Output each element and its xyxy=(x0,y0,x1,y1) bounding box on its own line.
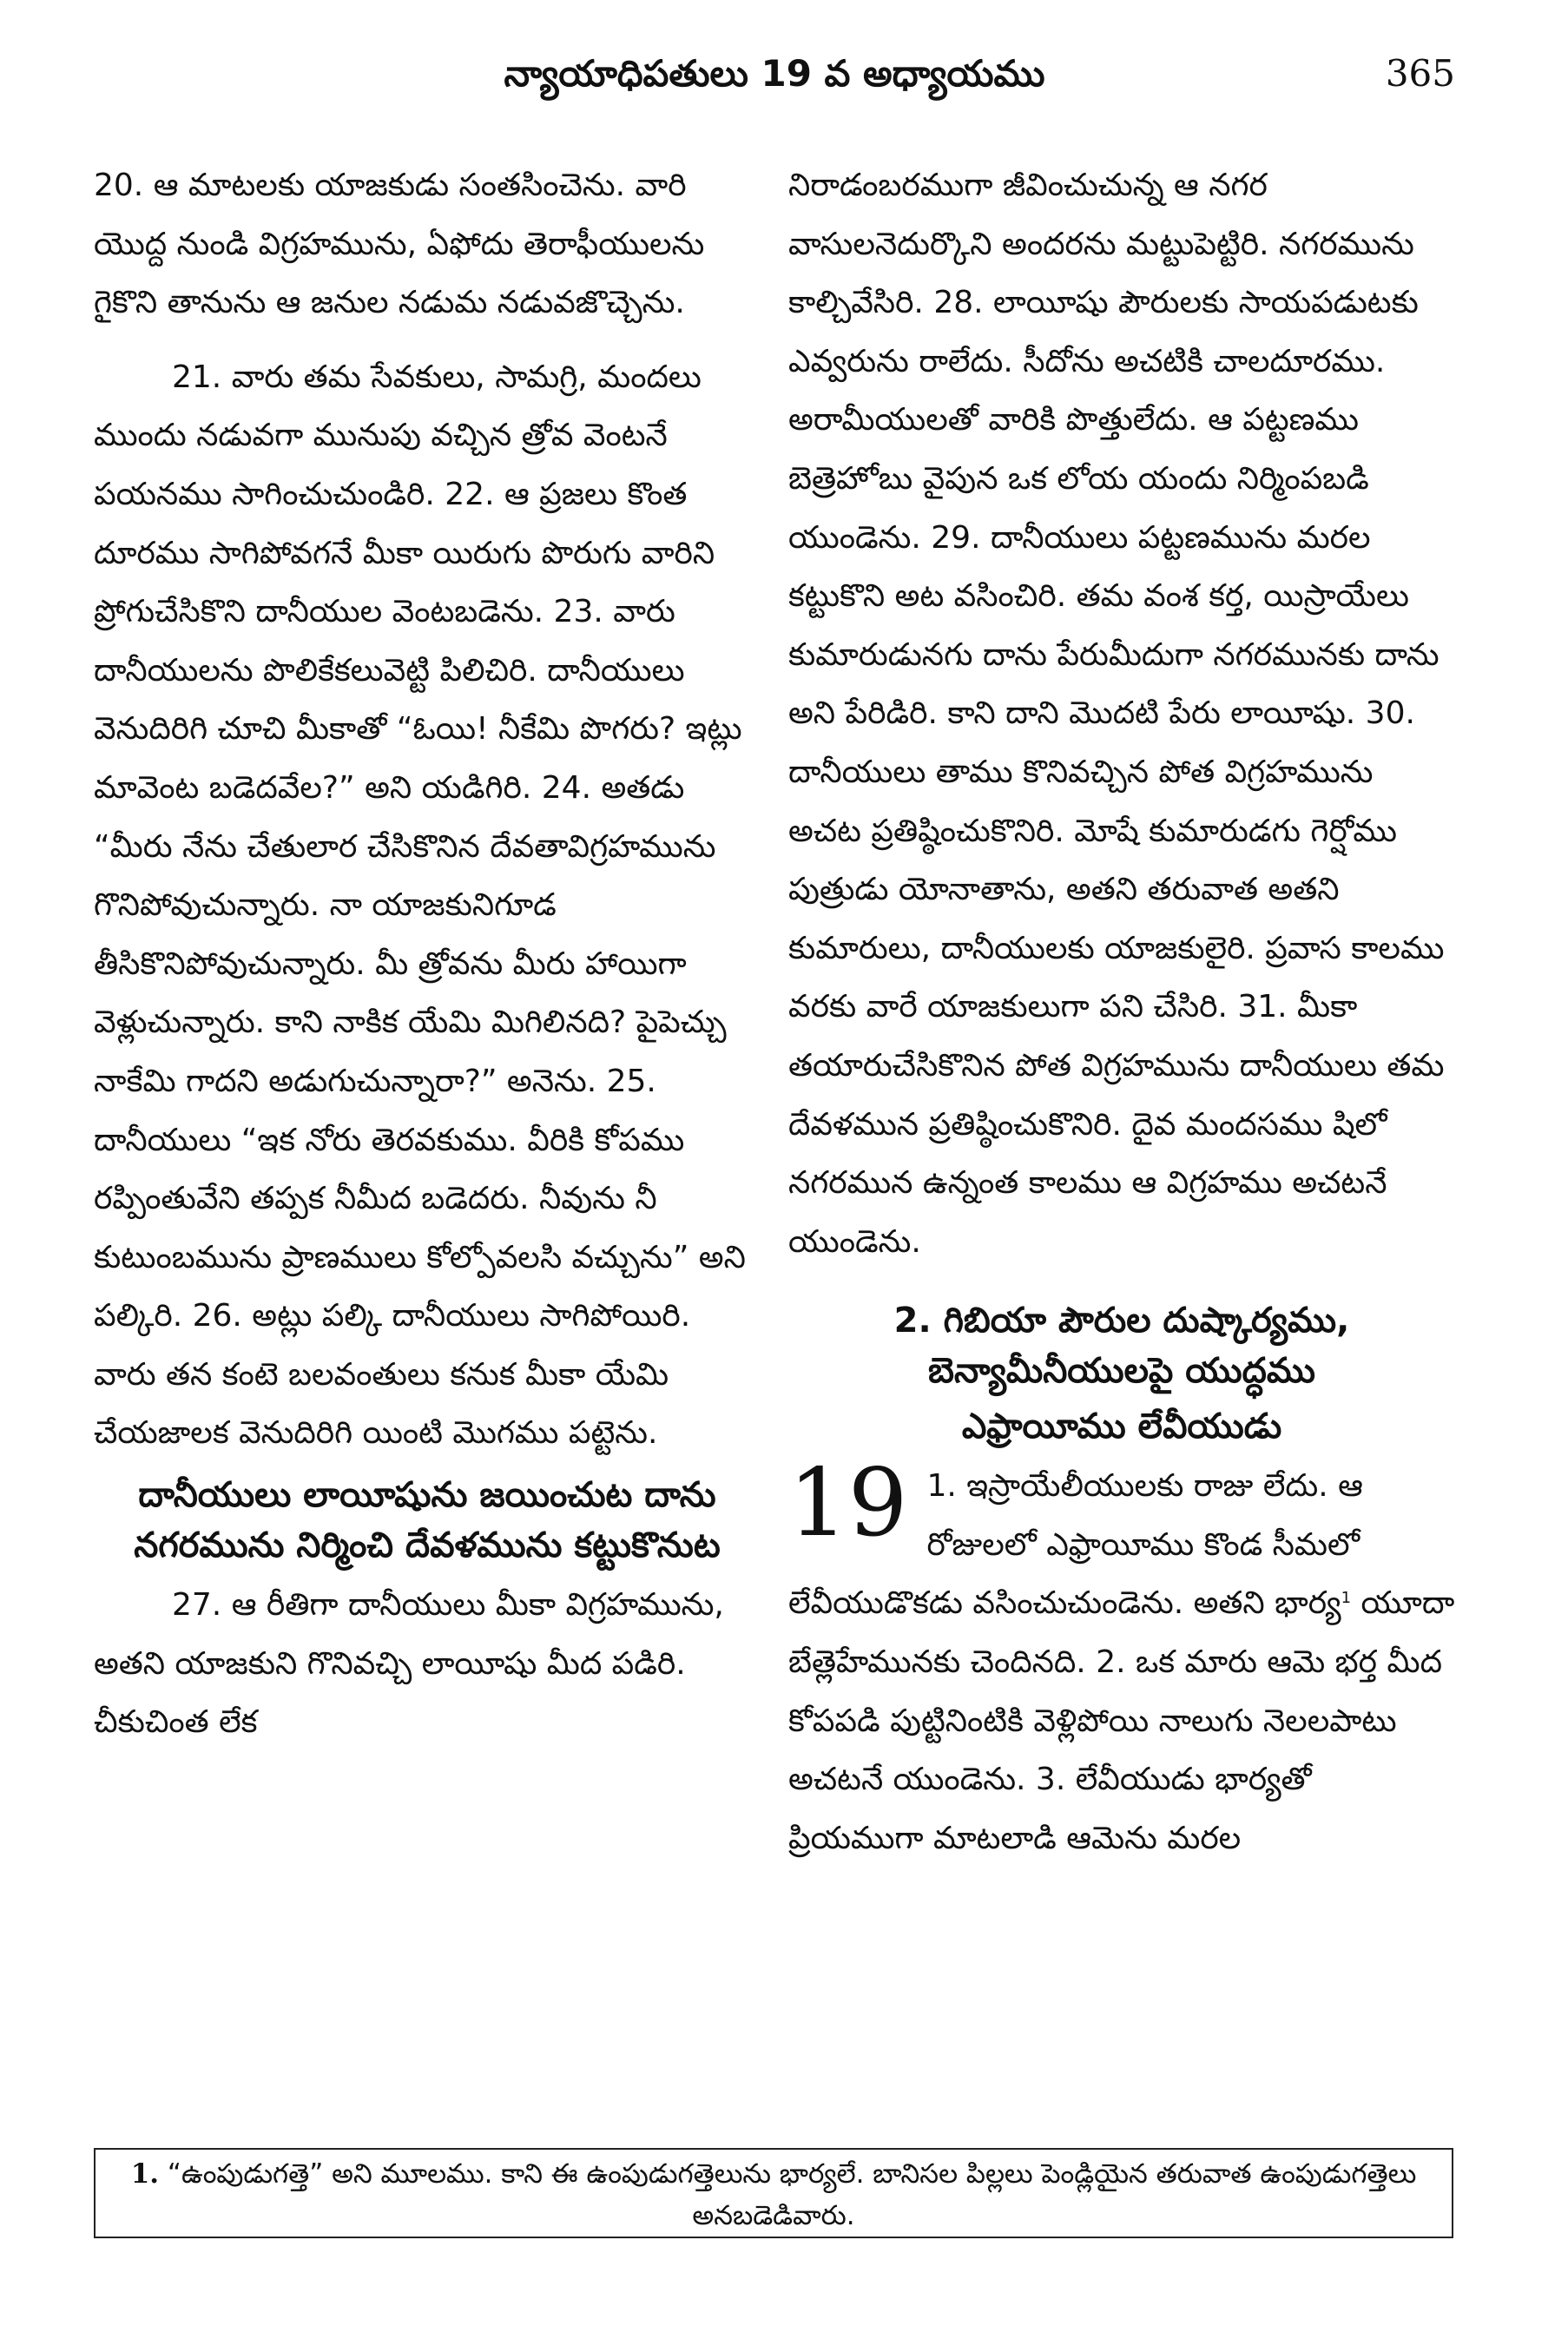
left-column xyxy=(94,156,761,1752)
footnote-reference[interactable]: 1 xyxy=(1341,1589,1352,1608)
verse-paragraph: 21. వారు తమ సేవకులు, సామగ్రి, మందలు ముందు నడువగా మునుపు వచ్చిన త్రోవ వెంటనే పయనము సాగించుచుండిరి. 22. ఆ ప్రజలు కొంత దూరము సాగిపోవగనే మీకా యిరుగు పొరుగు వారిని ప్రోగుచేసికొని దానీయుల వెంటబడెను. 23. వారు దానీయులను పొలికేకలువెట్టి పిలిచిరి. దానీయులు వెనుదిరిగి చూచి మీకాతో “ఓయి! నీకేమి పొగరు? ఇట్లు మావెంట బడెదవేల?” అని యడిగిరి. 24. అతడు “మీరు నేను చేతులార చేసికొనిన దేవతావిగ్రహమును గొనిపోవుచున్నారు. నా యాజకునిగూడ తీసికొనిపోవుచున్నారు. మీ త్రోవను మీరు హాయిగా వెళ్లుచున్నారు. కాని నాకిక యేమి మిగిలినది? పైపెచ్చు నాకేమి గాదని అడుగుచున్నారా?” అనెను. 25. దానీయులు “ఇక నోరు తెరవకుము. వీరికి కోపము రప్పింతువేని తప్పక నీమీద బడెదరు. నీవును నీ కుటుంబమును ప్రాణములు కోల్పోవలసి వచ్చును” అని పల్కిరి. 26. అట్లు పల్కి దానీయులు సాగిపోయిరి. వారు తన కంటె బలవంతులు కనుక మీకా యేమి చేయజాలక వెనుదిరిగి యింటి మొగము పట్టెను. xyxy=(94,359,746,1452)
section-heading: 2. గిబియా పౌరుల దుష్కార్యము, బెన్యామీనీయులపై యుద్ధము xyxy=(893,1301,1350,1392)
chapter-start xyxy=(788,1449,1455,1868)
verse-paragraph: 20. ఆ మాటలకు యాజకుడు సంతసించెను. వారి యొద్ద నుండి విగ్రహమును, ఏఫోదు తెరాఫీయులను గైకొని తానును ఆ జనుల నడుమ నడువజొచ్చెను. xyxy=(94,168,705,321)
chapter-title: న్యాయాధిపతులు 19 వ అధ్యాయము xyxy=(504,52,1045,95)
section-subheading: ఎఫ్రాయీము లేవీయుడు xyxy=(961,1407,1282,1447)
footnote-box xyxy=(94,2148,1453,2238)
page-number: 365 xyxy=(1385,52,1455,95)
verse-paragraph: నిరాడంబరముగా జీవించుచున్న ఆ నగర వాసులనెదుర్కొని అందరను మట్టుపెట్టిరి. నగరమును కాల్చివేసిరి. 28. లాయీషు పౌరులకు సాయపడుటకు ఎవ్వరును రాలేదు. సీదోను అచటికి చాలదూరము. అరామీయులతో వారికి పొత్తులేదు. ఆ పట్టణము బెత్రెహోబు వైపున ఒక లోయ యందు నిర్మింపబడి యుండెను. 29. దానీయులు పట్టణమును మరల కట్టుకొని అట వసించిరి. తమ వంశ కర్త, యిస్రాయేలు కుమారుడునగు దాను పేరుమీదుగా నగరమునకు దాను అని పేరిడిరి. కాని దాని మొదటి పేరు లాయీషు. 30. దానీయులు తాము కొనివచ్చిన పోత విగ్రహమును అచట ప్రతిష్ఠించుకొనిరి. మోషే కుమారుడగు గెర్షోము పుత్రుడు యోనాతాను, అతని తరువాత అతని కుమారులు, దానీయులకు యాజకులైరి. ప్రవాస కాలము వరకు వారే యాజకులుగా పని చేసిరి. 31. మీకా తయారుచేసికొనిన పోత విగ్రహమును దానీయులు తమ దేవళమున ప్రతిష్ఠించుకొనిరి. దైవ మందసము షిలో నగరమున ఉన్నంత కాలము ఆ విగ్రహము అచటనే యుండెను. xyxy=(788,168,1445,1260)
right-column xyxy=(788,156,1455,1868)
chapter-drop-number: 19 xyxy=(788,1449,908,1558)
footnote-text: “ఉంపుడుగత్తె” అని మూలము. కాని ఈ ఉంపుడుగత్తెలును భార్యలే. బానిసల పిల్లలు పెండ్లియైన తరువాత ఉంపుడుగత్తెలు అనబడెడివారు. xyxy=(167,2158,1417,2231)
verse-paragraph: 27. ఆ రీతిగా దానీయులు మీకా విగ్రహమును, అతని యాజకుని గొనివచ్చి లాయీషు మీద పడిరి. చీకుచింత లేక xyxy=(94,1587,724,1741)
verse-text: 1. ఇస్రాయేలీయులకు రాజు లేదు. ఆ రోజులలో ఎఫ్రాయీము కొండ సీమలో లేవీయుడొకడు వసించుచుండెను. అతని భార్య xyxy=(788,1468,1363,1622)
section-heading: దానీయులు లాయీషును జయించుట దాను నగరమును నిర్మించి దేవళమును కట్టుకొనుట xyxy=(134,1475,721,1566)
footnote-number: 1. xyxy=(130,2158,160,2190)
page-header xyxy=(94,45,1455,106)
verse-text: యూదా బేత్లెహేమునకు చెందినది. 2. ఒక మారు ఆమె భర్త మీద కోపపడి పుట్టినింటికి వెళ్లిపోయి నాలుగు నెలలపాటు అచటనే యుండెను. 3. లేవీయుడు భార్యతో ప్రియముగా మాటలాడి ఆమెను మరల xyxy=(788,1585,1455,1856)
